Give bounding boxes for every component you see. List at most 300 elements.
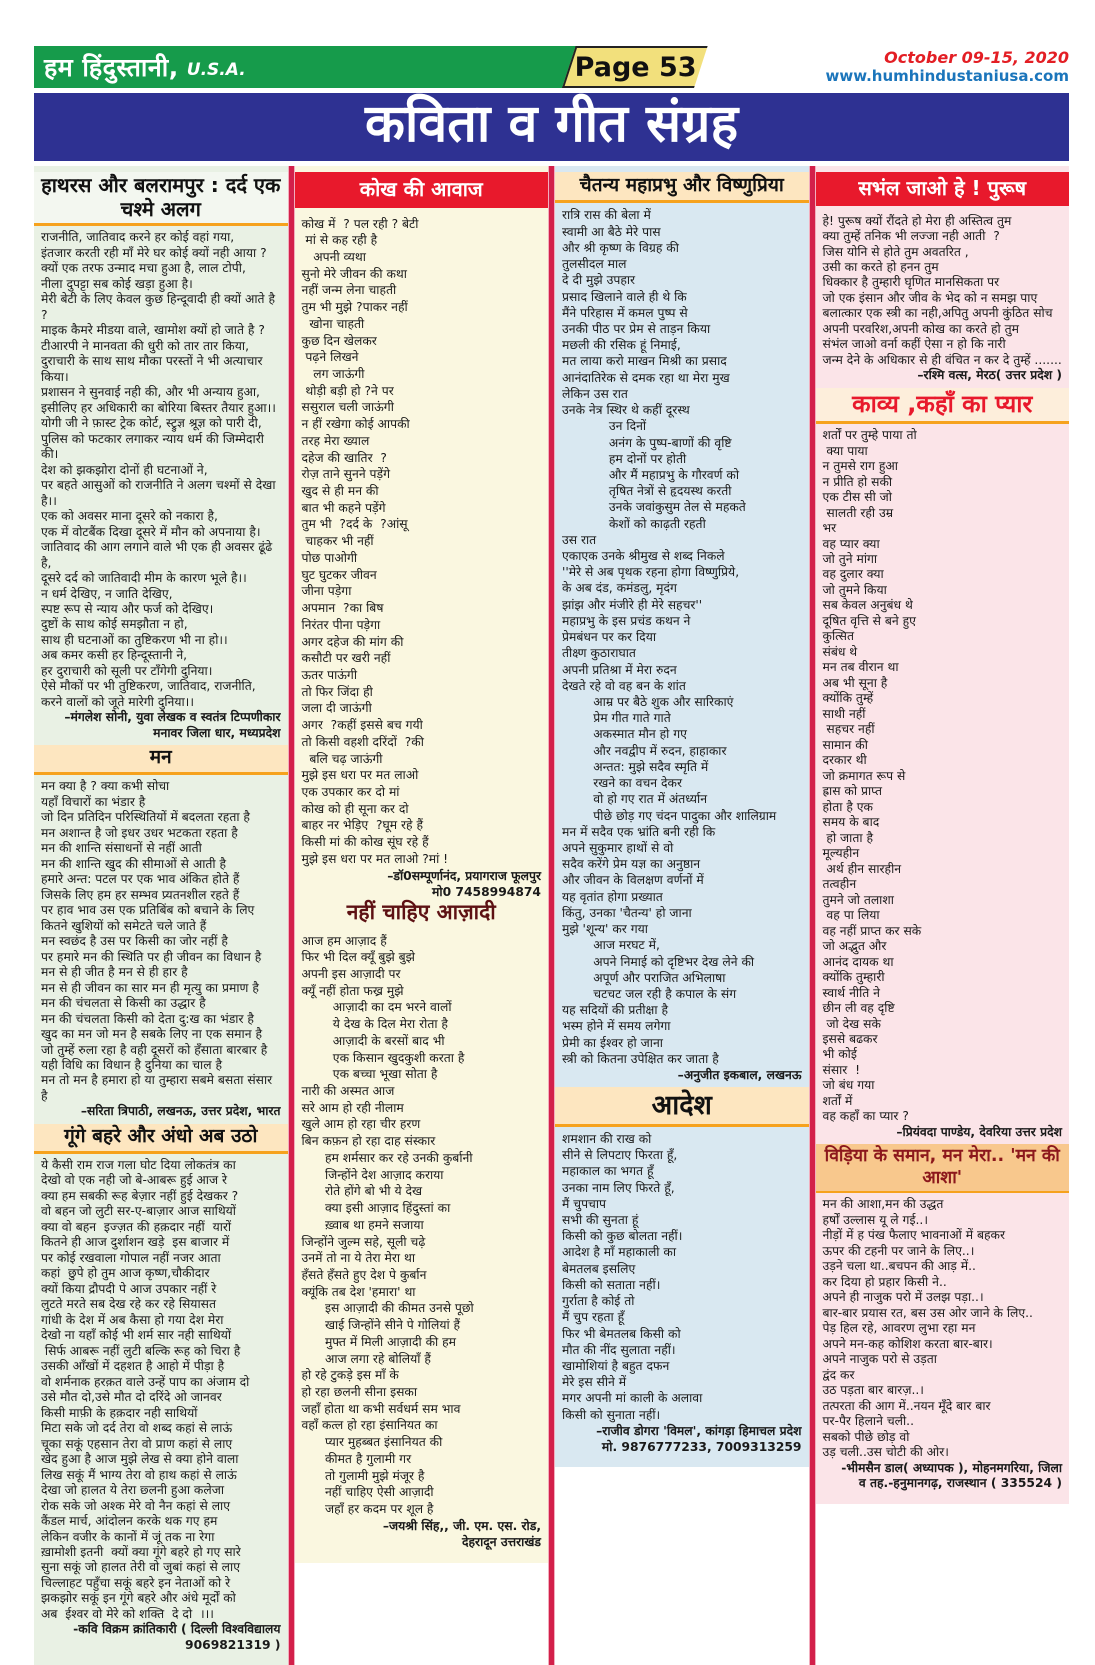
poem-line: जो अद्भुत और: [822, 939, 887, 954]
poem-line: सब केवल अनुबंध थे: [822, 598, 913, 613]
poem-author: –डॉ0सम्पूर्णानंद, प्रयागराज फूलपुर: [387, 868, 541, 883]
poem-line: कहां छुपे हो तुम आज कृष्ण,चौकीदार: [41, 1266, 210, 1281]
poem-line: संसार !: [822, 1062, 861, 1077]
poem-line: लग जाऊंगी: [301, 367, 365, 382]
poem-line: जो तुमने किया: [822, 582, 887, 597]
poem-line: क्यों एक तरफ उन्माद मचा हुआ है, लाल टोपी,: [41, 261, 246, 276]
poem-line: दूषित वृत्ति से बने हुए: [822, 613, 916, 628]
poem-line: दुष्टों के साथ कोई समझौता न हो,: [41, 617, 188, 632]
poem-line: दरकार थी: [822, 753, 867, 768]
poem-line: क्या पाया: [822, 443, 868, 458]
poem-line: सभी की सुनता हूं: [562, 1212, 639, 1227]
poem-section: [302, 897, 542, 1551]
poem-line: टीआरपी ने मानवता की धुरी को तार तार किया,: [41, 338, 249, 353]
poem-line: पर कोई रखवाला गोपाल नहीं नजर आता: [41, 1250, 221, 1265]
columns: [34, 166, 1069, 1665]
poem-line: क्या हम सबकी रूह बेज़ार नहीं हुई देखकर ?: [41, 1188, 239, 1203]
poem-line: यहाँ विचारों का भंडार है: [41, 794, 146, 809]
poem-section: [41, 1124, 285, 1653]
poem-line: किसी को कुछ बोलता नहीं।: [562, 1229, 683, 1244]
poem-line: तो किसी वहशी दरिंदों ?की: [301, 734, 424, 749]
poem-section: [562, 1087, 802, 1455]
poem-line: मैं चुपचाप: [562, 1196, 607, 1211]
poem-line: पुलिस को फटकार लगाकर न्याय धर्म की जिम्मेदारी की।: [41, 431, 268, 462]
poem-line: स्वामी आ बैठे मेरे पास: [562, 224, 661, 239]
poem-section: [41, 745, 281, 1120]
poem-line: उनकी पीठ पर प्रेम से ताड़न किया: [562, 321, 711, 336]
column-separator: [288, 166, 295, 1665]
poem-line: अकस्मात मौन हो गए: [562, 727, 687, 742]
poem-line: वो हो गए रात में अंतर्ध्यान: [562, 792, 708, 807]
poem-line: जातिवाद की आग लगाने वाले भी एक ही अवसर ढूंढे है,: [41, 540, 277, 570]
poem-line: उनके नेत्र स्थिर थे कहीं दूरस्थ: [562, 403, 690, 418]
poem-line: तुलसीदल माल: [562, 257, 627, 272]
poem-line: अपने ही नाजुक परो में उलझ पड़ा..।: [822, 1290, 984, 1305]
poem-title: सभंल जाओ हे ! पुरूष: [816, 172, 1070, 205]
poem-line: स्पष्ट रूप से न्याय और फर्ज को देखिए।: [41, 601, 214, 616]
poem-line: और मैं महाप्रभु के गौरवर्ण को: [562, 467, 740, 482]
poem-line: हँसते हँसते हुए देश पे कुर्बान: [301, 1267, 427, 1282]
poem-line: किंतु, उनका 'चैतन्य' हो जाना: [562, 905, 692, 920]
poem-line: मूल्यहीन: [822, 846, 860, 861]
issue-info: [694, 46, 1069, 88]
poem-line: जला दी जाऊंगी: [301, 701, 372, 716]
poem-author: –मंगलेश सोनी, युवा लेखक व स्वतंत्र टिप्पणीकार: [64, 710, 281, 725]
poem-line: थोड़ी बड़ी हो ?ने पर: [301, 383, 394, 398]
poem-line: घुट घुटकर जीवन: [301, 567, 377, 582]
poem-line: उड़ चली..उस चोटी की ओर।: [822, 1445, 949, 1460]
poem-line: समय के बाद: [822, 815, 880, 830]
poem-line: महाप्रभु के इस प्रचंड कथन ने: [562, 613, 691, 628]
poem-title: आदेश: [555, 1087, 809, 1127]
poem-line: आम्र पर बैठे शुक और सारिकाएं: [562, 695, 734, 709]
poem-line: मछली की रसिक हूं निमाई,: [562, 338, 681, 353]
poem-line: लेकिन वजीर के कानों में जूं तक ना रेगा: [41, 1529, 215, 1544]
poem-line: सीने से लिपटाए फिरता हूँ,: [562, 1148, 678, 1163]
poem-line: प्यार मुहब्बत इंसानियत की: [301, 1435, 443, 1450]
poem-line: मन की चंचलता किसी को देता दु:ख का भंडार है: [41, 1011, 254, 1026]
poem-line: नहीं चाहिए ऐसी आज़ादी: [301, 1485, 434, 1500]
poem-line: ह्रास को प्राप्त: [822, 784, 882, 799]
poem-section: [41, 172, 281, 741]
poem-line: तुमने जो तलाशा: [822, 892, 894, 907]
poem-line: ऐसे मौकों पर भी तुष्टिकरण, जातिवाद, राजनीति,: [41, 679, 256, 694]
column-2: [295, 166, 549, 1563]
poem-line: धिक्कार है तुम्हारी घृणित मानसिकता पर: [822, 275, 1000, 290]
poem-line: देश को झकझोरा दोनों ही घटनाओं ने,: [41, 462, 208, 477]
poem-line: और श्री कृष्ण के विग्रह की: [562, 240, 679, 255]
poem-line: ख़्वाब था हमने सजाया: [301, 1217, 424, 1232]
poem-line: आज मरघट में,: [562, 938, 660, 953]
poem-line: बात भी कहने पड़ेंगे: [301, 500, 386, 515]
poem-line: जो देख सके: [822, 1016, 881, 1031]
poem-line: क्योंकि तुम्हें: [822, 691, 874, 706]
poem-line: एक में वोटबैंक दिखा दूसरे में मौन को अपनाया है।: [41, 524, 261, 539]
poem-line: संभंल जाओ वर्ना कहीं ऐसा न हो कि नारी: [822, 337, 1006, 352]
poem-line: क्या तुम्हें तनिक भी लज्जा नही आती ?: [822, 229, 1000, 244]
poem-line: सुना सकूं जो हालत तेरी वो जुबां कहां से लाए: [41, 1560, 240, 1575]
poem-line: एक टीस सी जो: [822, 490, 892, 505]
page-number-badge: [562, 46, 708, 88]
poem-title: नहीं चाहिए आज़ादी: [346, 900, 496, 925]
poem-line: नीला दुपट्टा सब कोई खड़ा हुआ है।: [41, 276, 193, 291]
poem-line: मिटा सके जो दर्द तेरा वो शब्द कहां से लाऊं: [41, 1421, 233, 1436]
poem-line: छीन ली वह दृष्टि: [822, 1001, 895, 1016]
poem-line: मैं चुप रहता हूँ: [562, 1310, 625, 1325]
poem-line: सरे आम हो रही नीलाम: [301, 1100, 404, 1115]
poem-line: चूका सकूं एहसान तेरा वो प्राण कहां से लाए: [41, 1436, 233, 1451]
poem-line: अपनी इस आज़ादी पर: [301, 967, 401, 981]
poem-line: मां से कह रही है: [301, 233, 378, 248]
poem-line: वह प्यार क्या: [822, 536, 880, 551]
poem-line: हर दुराचारी को सूली पर टाँगेगी दुनिया।: [41, 663, 213, 678]
poem-line: किसी को सुनाता नहीं।: [562, 1407, 661, 1422]
poem-line: इसीलिए हर अधिकारी का बोरिया बिस्तर तैयार हुआ।।: [41, 400, 276, 415]
poem-line: बेमतलब इसलिए: [562, 1261, 636, 1276]
poem-line: पेड़ हिल रहे, आवरण लुभा रहा मन: [822, 1321, 976, 1336]
poem-line: जिन्होंने जुल्म सहे, सूली चढ़े: [301, 1234, 426, 1249]
poem-line: वह कहाँ का प्यार ?: [822, 1109, 909, 1124]
poem-line: मन की शान्ति खुद की सीमाओं से आती है: [41, 856, 227, 871]
poem-line: अगर ?कहीं इससे बच गयी: [301, 718, 423, 733]
poem-line: ये देख के दिल मेरा रोता है: [301, 1017, 448, 1032]
poem-line: तरह मेरा ख्याल: [301, 433, 370, 448]
poem-line: जहाँ होता था कभी सर्वधर्म सम भाव: [301, 1401, 461, 1416]
section-masthead: कविता व गीत संग्रह: [34, 93, 1069, 161]
poem-line: सिर्फ आबरू नहीं लुटी बल्कि रूह को चिरा है: [41, 1343, 241, 1358]
poem-line: कितने ही आज दुर्शाशन खड़े इस बाजार में: [41, 1235, 230, 1250]
poem-line: जिसके लिए हम हर सम्भव प्र्यतनशील रहते हैं: [41, 887, 240, 902]
poem-section: [562, 172, 802, 1083]
poem-line: अपने सुकुमार हाथों से वो: [562, 840, 674, 855]
poem-line: ऊपर की टहनी पर जाने के लिए..।: [822, 1243, 975, 1258]
poem-line: पीछे छोड़ गए चंदन पादुका और शालिग्राम: [562, 808, 777, 823]
poem-line: खेद हुआ है आज मुझे लेख से क्या होने वाला: [41, 1452, 239, 1467]
poem-line: क्या इसी आज़ाद हिंदुस्तां का: [301, 1201, 451, 1216]
poem-line: झकझोर सकूं इन गूंगे बहरे और अंधे मूर्दों को: [41, 1591, 236, 1606]
poem-line: खोना चाहती: [301, 316, 365, 331]
poem-line: उड़ने चला था..बचपन की आड़ में..: [822, 1259, 976, 1274]
poem-line: कोख को ही सूना कर दो: [301, 801, 409, 816]
poem-line: मन तब वीरान था: [822, 660, 899, 675]
poem-line: लेकिन उस रात: [562, 386, 628, 401]
poem-line: मन की शान्ति संसाधनों से नहीं आती: [41, 841, 202, 856]
poem-line: पर बहते आसुओं को राजनीति ने अलग चश्मों से देखा है।।: [41, 478, 280, 508]
poem-line: कैंडल मार्च, आंदोलन करके थक गए हम: [41, 1514, 218, 1529]
poem-line: वो शर्मनाक हरक़त वाले उन्हें पाप का अंजाम दो: [41, 1374, 250, 1389]
poem-line: आनंदातिरेक से दमक रहा था मेरा मुख: [562, 370, 730, 385]
poem-line: तुम भी ?दर्द के ?आंसू: [301, 517, 408, 532]
top-header-bar: [34, 46, 1069, 88]
poem-section: [823, 388, 1063, 1141]
poem-line: प्रेमी का ईश्वर हो जाना: [562, 1035, 663, 1050]
poem-line: मुझे इस धरा पर मत लाओ ?मां !: [301, 851, 449, 866]
poem-line: कसौटी पर खरी नहीं: [301, 651, 391, 666]
poem-line: अपनी व्यथा: [301, 249, 366, 264]
poem-line: एक बच्चा भूखा सोता है: [301, 1067, 438, 1082]
poem-line: लिख सकूं मैं भाग्य तेरा वो हाथ कहां से लाऊं: [41, 1467, 237, 1482]
poem-line: उस रात: [562, 532, 597, 547]
poem-line: खुद का मन जो मन है सबके लिए ना एक समान है: [41, 1027, 262, 1042]
poem-author: देहरादून उत्तराखंड: [462, 1535, 541, 1550]
poem-line: दे दी मुझे उपहार: [562, 273, 636, 288]
poem-line: देखो ना यहाँ कोई भी शर्म सार नही साथियों: [41, 1328, 232, 1343]
poem-line: अब ईश्वर वो मेरे को शक्ति दे दो ।।।: [41, 1606, 214, 1621]
poem-line: सामान की: [822, 737, 868, 752]
poem-line: के अब दंड, कमंडलु, मृदंग: [562, 581, 677, 596]
poem-line: हमारे अन्त: पटल पर एक भाव अंकित होते हैं: [41, 872, 240, 887]
poem-line: लुटते मरते सब देख रहे कर रहे सियासत: [41, 1297, 216, 1312]
poem-line: आनंद दायक था: [822, 954, 894, 969]
poem-line: हो रहा छलनी सीना इसका: [301, 1384, 418, 1399]
poem-line: अनंग के पुष्प-बाणों की वृष्टि: [562, 435, 732, 450]
poem-section: [823, 172, 1063, 384]
poem-line: प्रेमबंधन पर कर दिया: [562, 630, 657, 645]
poem-line: हो जाता है: [822, 830, 873, 845]
poem-line: करने वालों को जूते मारेगी दुनिया।।: [41, 694, 195, 709]
poem-line: कितने खुशियों को समेटते चले जाते हैं: [41, 918, 207, 933]
poem-author: –प्रियंवदा पाण्डेय, देवरिया उत्तर प्रदेश: [896, 1124, 1062, 1139]
poem-line: देखा जो हालत ये तेरा छ्लनी हुआ कलेजा: [41, 1483, 225, 1498]
poem-line: रखने का वचन देकर: [562, 776, 683, 791]
poem-line: उनके जवांकुसुम तेल से महकते: [562, 500, 746, 515]
poem-line: तो फिर जिंदा ही: [301, 684, 373, 699]
poem-line: मगर अपनी मां काली के अलावा: [562, 1391, 703, 1406]
poem-line: साथी नहीं: [822, 706, 866, 721]
poem-line: क्यूंकि तब देश 'हमारा' था: [301, 1284, 416, 1299]
poem-line: रोज़ ताने सुनने पड़ेंगे: [301, 467, 391, 482]
column-separator: [809, 166, 816, 1665]
poem-line: क्या वो बहन इज्ज़त की हक़दार नहीं यारों: [41, 1219, 232, 1234]
poem-section: [823, 1144, 1063, 1491]
poem-line: तीक्ष्ण कुठाराघात: [562, 646, 636, 661]
poem-line: उन दिनों: [562, 419, 647, 434]
poem-line: सालती रही उम्र: [822, 505, 894, 520]
poem-line: पर-पैर हिलाने चली..: [822, 1414, 914, 1429]
poem-line: उसे मौत दो,उसे मौत दो दरिंदे ओ जानवर: [41, 1390, 222, 1405]
poem-line: क्यों किया द्रौपदी पे आज उपकार नहीं रे: [41, 1281, 217, 1296]
poem-line: सहचर नहीं: [822, 722, 875, 737]
poem-author: मो. 9876777233, 7009313259: [601, 1440, 802, 1455]
poem-line: खुद से ही मन की: [301, 484, 379, 499]
poem-line: हर्षों उल्लास यू ले गई..।: [822, 1212, 928, 1227]
poem-line: उनमें तो ना ये तेरा मेरा था: [301, 1251, 416, 1266]
poem-line: देखते रहे वो वह बन के शांत: [562, 678, 686, 693]
poem-line: जीना पड़ेगा: [301, 584, 352, 599]
poem-line: वह पा लिया: [822, 908, 880, 923]
poem-line: क्यूँ नहीं होता फख्र मुझे: [301, 983, 404, 998]
poem-line: न तुमसे राग हुआ: [822, 459, 898, 474]
poem-line: इससे बढकर: [822, 1032, 878, 1046]
poem-line: न धर्म देखिए, न जाति देखिए,: [41, 586, 173, 601]
poem-line: उठ पड़ता बार बारज़..।: [822, 1383, 924, 1398]
poem-line: मन की आशा,मन की उद्धत: [822, 1197, 944, 1212]
poem-line: रोते होंगे बो भी ये देख: [301, 1184, 423, 1199]
poem-line: तृषित नेत्रों से हृदयस्थ करती: [562, 484, 732, 499]
poem-line: जो तुम्हें रुला रहा है वही दूसरों को हँसाता बारबार है: [41, 1042, 268, 1057]
poem-line: कुछ दिन खेलकर: [301, 333, 377, 348]
poem-line: फिर भी दिल क्यूँ बुझे बुझे: [301, 950, 415, 965]
poem-author: –जयश्री सिंह,, जी. एम. एस. रोड,: [382, 1518, 541, 1533]
poem-author: -कवि विक्रम क्रांतिकारी ( दिल्ली विश्वविद्यालय 9069821319 ): [73, 1622, 285, 1652]
poem-line: अब भी सूना है: [822, 675, 888, 690]
poem-line: खाई जिन्होंने सीने पे गोलियां हैं: [301, 1318, 461, 1333]
poem-line: हम शर्मसार कर रहे उनकी कुर्बानी: [301, 1150, 473, 1165]
poem-line: देखो वो एक नही जो बे-आबरू हुई आज रे: [41, 1173, 228, 1188]
poem-line: दुराचारी के साथ साथ मौका परस्तों ने भी अत्याचार किया।: [41, 354, 267, 384]
poem-line: मत लाया करो माखन मिश्री का प्रसाद: [562, 354, 727, 369]
poem-line: कीमत है गुलामी गर: [301, 1451, 412, 1466]
poem-line: आज़ादी का दम भरने वालों: [301, 1000, 452, 1015]
poem-line: योगी जी ने फ़ास्ट ट्रेक कोर्ट, स्ट्रुज्ञ श्रूज्ञ को पारी दी,: [41, 416, 262, 431]
poem-line: जहाँ हर कदम पर शूल है: [301, 1502, 434, 1516]
poem-line: पढ़ने लिखने: [301, 350, 359, 365]
poem-line: गुर्राता है कोई तो: [562, 1294, 635, 1309]
poem-line: नारी की अस्मत आज: [301, 1084, 395, 1099]
poem-line: मौत की नींद सुलाता नहीं।: [562, 1342, 676, 1357]
poem-line: किसी मां की कोख सूंघ रहे हैं: [301, 835, 429, 850]
poem-author: -भीमसैन डाल( अध्यापक ), मोहनमगरिया, जिला: [841, 1460, 1062, 1475]
poem-line: आज हम आज़ाद हैं: [301, 933, 387, 948]
poem-line: किसी माफ़ी के हक़दार नही साथियों: [41, 1405, 198, 1420]
poem-line: बाहर नर भेड़िए ?घूम रहे हैं: [301, 818, 424, 833]
poem-line: बलात्कार एक स्त्री का नही,अपितु अपनी कुंठित सोच: [822, 306, 1053, 321]
poem-line: मन तो मन है हमारा हो या तुम्हारा सबमे बसता संसार है: [41, 1073, 277, 1103]
poem-line: हम दोनों पर होती: [562, 451, 687, 466]
poem-line: भस्म होने में समय लगेगा: [562, 1019, 671, 1034]
poem-line: उनका नाम लिए फिरते हूँ,: [562, 1180, 675, 1195]
poem-line: ऊतर पाऊंगी: [301, 667, 358, 682]
poem-line: भी कोई: [822, 1047, 857, 1062]
poem-line: मन से ही जीवन का सार मन ही मृत्यु का प्रमाण है: [41, 980, 259, 995]
poem-line: कर दिया हो प्रहार किसी ने..: [822, 1274, 947, 1289]
poem-line: शर्तों में: [822, 1093, 853, 1108]
poem-line: यह सदियों की प्रतीक्षा है: [562, 1003, 668, 1018]
poem-line: संबंध थे: [822, 644, 858, 659]
poem-line: रोक सके जो अश्क मेरे वो नैन कहां से लाए: [41, 1498, 231, 1513]
website-url: www.humhindustaniusa.com: [825, 66, 1069, 85]
poem-line: द्वंद कर: [822, 1367, 855, 1382]
poem-line: मन की चंचलता से किसी का उद्धार है: [41, 996, 206, 1011]
poem-line: चिल्लाहट पहुँचा सकूं बहरे इन नेताओं को रे: [41, 1575, 231, 1590]
poem-line: मन स्वछंद है उस पर किसी का जोर नहीं है: [41, 934, 228, 949]
poem-line: किसी को सताता नहीं।: [562, 1277, 661, 1292]
poem-line: एक उपकार कर दो मां: [301, 784, 400, 799]
poem-line: यही विधि का विधान है दुनिया का चाल है: [41, 1058, 222, 1072]
poem-line: जो दिन प्रतिदिन परिस्थितियों में बदलता रहता है: [41, 810, 250, 825]
poem-line: आदेश है माँ महाकाली का: [562, 1245, 677, 1260]
poem-line: झांझ और मंजीरे ही मेरे सहचर'': [562, 597, 703, 612]
poem-line: राजनीति, जातिवाद करने हर कोई वहां गया,: [41, 230, 235, 245]
poem-line: सबको पीछे छोड़ वो: [822, 1429, 910, 1444]
poem-line: मेरी बेटी के लिए केवल कुछ हिन्दूवादी ही क्यों आते है ?: [41, 292, 279, 322]
poem-line: ख़ामोशी इतनी क्यों क्या गूंगे बहरे हो गए सारे: [41, 1544, 241, 1559]
poem-author: –रश्मि वत्स, मेरठ( उत्तर प्रदेश ): [917, 368, 1062, 383]
poem-line: अपने नाजुक परो से उड़ता: [822, 1352, 937, 1367]
poem-title: कोख की आवाज: [295, 172, 549, 207]
poem-line: तो गुलामी मुझे मंजूर है: [301, 1468, 425, 1483]
poem-line: अन्तत: मुझे सदैव स्मृति में: [562, 759, 709, 774]
poem-title: हाथरस और बलरामपुर : दर्द एक चश्मे अलग: [34, 172, 288, 226]
poem-author: मो0 7458994874: [432, 885, 541, 900]
poem-line: जो बंध गया: [822, 1078, 875, 1093]
brand-bar: [34, 46, 544, 88]
poem-line: तत्परता की आग में..नयन मूँदे बार बार: [822, 1398, 991, 1413]
poem-author: मनावर जिला धार, मध्यप्रदेश: [153, 725, 281, 740]
poem-line: वो बहन जो लुटी सर-ए-बाज़ार आज साथियों: [41, 1204, 236, 1219]
poem-line: नहीं जन्म लेना चाहती: [301, 283, 397, 298]
poem-line: वह दुलार क्या: [822, 567, 884, 582]
poem-line: खामोशियां है बहुत दफन: [562, 1358, 670, 1373]
poem-line: गांधी के देश में अब कैसा हो गया देश मेरा: [41, 1312, 224, 1327]
poem-title: विड़िया के समान, मन मेरा.. 'मन की आशा': [816, 1144, 1070, 1193]
poem-line: मेरे इस सीने में: [562, 1375, 627, 1390]
poem-line: जो तुने मांगा: [822, 551, 878, 566]
column-3: [555, 166, 809, 1467]
poem-line: अपमान ?का बिष: [301, 601, 384, 616]
poem-line: तत्वहीन: [822, 877, 857, 892]
poem-author: –अनुजीत इकबाल, लखनऊ: [677, 1068, 802, 1083]
poem-line: और नवद्वीप में रुदन, हाहाकार: [562, 743, 727, 758]
poem-line: खुले आम हो रहा चीर हरण: [301, 1117, 421, 1132]
poem-line: निरंतर पीना पड़ेगा: [301, 617, 381, 632]
poem-line: जिस योनि से होते तुम अवतरित ,: [822, 244, 969, 259]
poem-line: महाकाल का भगत हूँ: [562, 1164, 654, 1179]
newspaper-logo: हम हिंदुस्तानी,: [44, 53, 179, 82]
poem-line: माइक कैमरे मीडया वाले, खामोश क्यों हो जाते है ?: [41, 323, 265, 338]
newspaper-logo-suffix: U.S.A.: [186, 60, 246, 80]
poem-line: अगर दहेज की मांग की: [301, 634, 404, 649]
poem-line: शमशान की राख को: [562, 1131, 652, 1146]
poem-line: वहाँ कत्ल हो रहा इंसानियत का: [301, 1418, 438, 1433]
page-number-badge-wrap: [544, 46, 697, 88]
poem-line: अपनी प्रतिश्रा में मेरा रुदन: [562, 662, 677, 677]
poem-title: काव्य ,कहाँ का प्यार: [816, 388, 1070, 424]
poem-line: बिन कफ़न हो रहा दाह संस्कार: [301, 1134, 436, 1149]
poem-line: न प्रीति हो सकी: [822, 474, 893, 489]
poem-line: बलि चढ़ जाऊंगी: [301, 751, 383, 766]
poem-line: क्योंकि तुम्हारी: [822, 970, 885, 985]
poem-section: [302, 172, 542, 901]
poem-line: जन्म देने के अधिकार से ही वंचित न कर दे तुम्हें .......: [822, 352, 1062, 367]
column-1: [34, 166, 288, 1665]
poem-author: –राजीव डोगरा 'विमल', कांगड़ा हिमाचल प्रदेश: [596, 1423, 802, 1438]
poem-line: रात्रि रास की बेला में: [562, 208, 651, 223]
poem-line: मुफ्त में मिली आज़ादी की हम: [301, 1334, 457, 1349]
poem-line: साथ ही घटनाओं का तुष्टिकरण भी ना हो।।: [41, 632, 228, 647]
poem-line: इंतजार करती रही माँ मेरे घर कोई क्यों नही आया ?: [41, 245, 267, 260]
poem-line: वह नहीं प्राप्त कर सके: [822, 923, 922, 938]
poem-line: आज़ादी के बरसों बाद भी: [301, 1033, 445, 1048]
column-separator: [548, 166, 555, 1665]
poem-author: व तह.-हनुमानगढ़, राजस्थान ( 335524 ): [858, 1476, 1062, 1491]
poem-line: जिन्होंने देश आज़ाद कराया: [301, 1167, 444, 1182]
poem-line: ससुराल चली जाऊंगी: [301, 400, 394, 415]
poem-line: मुझे इस धरा पर मत लाओ: [301, 768, 419, 783]
poem-line: ''मेरे से अब पृथक रहना होगा विष्णुप्रिये,: [562, 565, 740, 580]
poem-line: एक किसान खुदकुशी करता है: [301, 1050, 465, 1065]
poem-line: स्वार्थ नीति ने: [822, 985, 881, 1000]
poem-line: केशों को काढ़ती रहती: [562, 516, 706, 531]
poem-line: जो एक इंसान और जीव के भेद को न समझ पाए: [822, 290, 1038, 305]
poem-line: अब कमर कसी हर हिन्दूस्तानी ने,: [41, 648, 188, 663]
poem-line: शर्तों पर तुम्हे पाया तो: [822, 428, 917, 443]
poem-title: चैतन्य महाप्रभु और विष्णुप्रिया: [555, 172, 809, 203]
poem-line: यह वृतांत होगा प्रख्यात: [562, 889, 663, 904]
page-number-label: Page 53: [574, 51, 697, 83]
poem-line: बार-बार प्रयास रत, बस उस ओर जाने के लिए..: [822, 1305, 1033, 1320]
poem-line: स्त्री को कितना उपेक्षित कर जाता है: [562, 1051, 719, 1066]
